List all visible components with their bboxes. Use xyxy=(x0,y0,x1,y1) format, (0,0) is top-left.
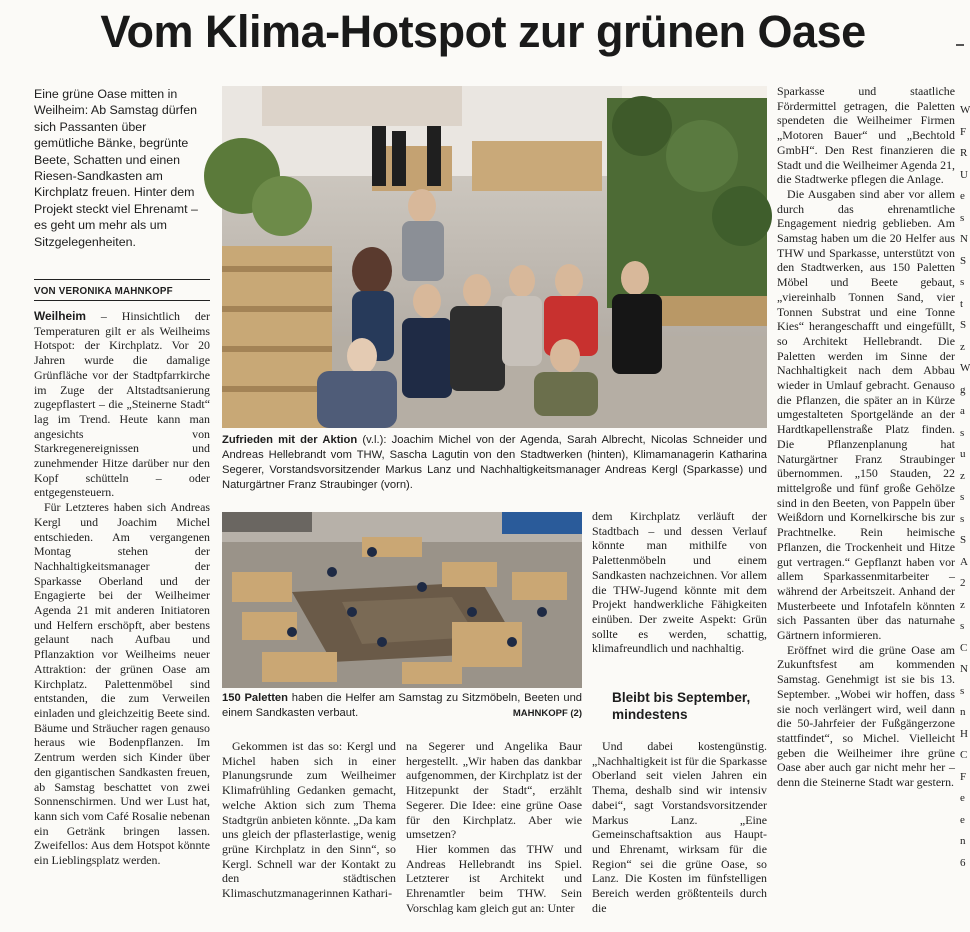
edge-letter: s xyxy=(960,684,965,697)
caption-aerial-photo xyxy=(222,691,582,721)
author-byline: VON VERONIKA MAHNKOPF xyxy=(34,286,173,297)
subheading: Bleibt bis September, mindestens xyxy=(612,690,751,722)
author-rule-bottom xyxy=(34,300,210,301)
adjacent-column-edge xyxy=(960,100,970,880)
edge-letter: U xyxy=(960,168,968,181)
edge-letter: n xyxy=(960,835,966,847)
edge-letter: N xyxy=(960,233,968,245)
edge-letter: z xyxy=(960,598,965,611)
edge-letter: e xyxy=(960,190,965,202)
edge-letter: A xyxy=(960,555,968,568)
col5-para1: Sparkasse und staatliche Fördermittel getragen, die Paletten spendeten die Weilheimer Firmen „Motoren Bauer“ und „Bechtold GmbH“. Den Rest finanzieren die Stadt und die Weilheimer Agenda 21, die Stadtwerke pflegen die Anlage. xyxy=(777,84,955,187)
edge-letter: s xyxy=(960,620,965,632)
edge-letter: g xyxy=(960,383,966,396)
edge-letter: u xyxy=(960,448,966,460)
col5-para2: Die Ausgaben sind aber vor allem durch das ehrenamtliche Engagement niedrig geblieben. Am Samstag haben um die 20 Helfer aus THW und Sparkasse, unterstützt von den Stadtwerken, aus 150 Paletten Möbel und Beete gebaut, „viereinhalb Tonnen Sand, vier Tonnen Substrat und eine Tonne Kies“ herangeschafft und eingefüllt, so Architekt Hellebrandt. Die Paletten werden im Sinne der Nachhaltigkeit nach dem Abbau wieder in Umlauf gebracht. Genauso die Pflanzen, die später an in Kürze umgestalteten Sportgelände an der Hardtkapellenstraße Platz finden. Die Pflanzenplanung hat Naturgärtner Franz Straubinger übernommen. „150 Stauden, 22 mittelgroße und fünf große Gehölze sind in den Beeten, von Pappeln über Weißdorn und Kornelkirsche bis zur Prachtnelke. Rein heimische Pflanzen, die Trockenheit und Hitze gut vertragen.“ Gepflanzt haben vor allem Sparkassenmitarbeiter – während der Arbeitszeit. Anhand der Musterbeete und Infotafeln könnten sich Passanten über das naturnahe Gärtnern informieren. xyxy=(777,186,955,643)
col4-para2: Und dabei kostengünstig. „Nachhaltigkeit ist für die Sparkasse Oberland seit vielen Jahren ein Thema, deshalb sind wir intensiv dabei“, sagt Vorstandsvorsitzender Markus Lanz. „Eine Gemeinschaftsaktion aus Haupt- und Ehrenamt, wirksam für die Region“ sei die grüne Oase, so Lanz. Die Kosten im fünfstelligen Bereich werden größtenteils durch die xyxy=(592,739,767,915)
column-3 xyxy=(406,739,582,915)
edge-letter: s xyxy=(960,211,965,224)
caption2-text: haben die Helfer am Samstag zu Sitzmöbeln, Beeten und einem Sandkasten verbaut. xyxy=(222,692,583,719)
col2-para: Gekommen ist das so: Kergl und Michel haben sich in einer Planungsrunde zum Weilheimer Klimafrühling Gedanken gemacht, welche Aktion sich zum Thema Stadtgrün anbieten könnte. „Da kam uns gleich der pflasterlastige, wenig grüne Kirchplatz in den Sinn“, so Kergl. Schnell war der Kontakt zu den städtischen Klimaschutzmanagerinnen Kathari- xyxy=(222,739,396,901)
column-2 xyxy=(222,739,396,901)
edge-letter: 2 xyxy=(960,577,966,589)
edge-letter: W xyxy=(960,104,970,116)
edge-letter: C xyxy=(960,641,968,654)
edge-letter: s xyxy=(960,276,965,288)
author-rule-top xyxy=(34,279,210,280)
edge-letter: R xyxy=(960,147,968,159)
headline: Vom Klima-Hotspot zur grünen Oase xyxy=(100,6,866,57)
dateline: Weilheim xyxy=(34,309,86,323)
edge-letter: e xyxy=(960,813,965,826)
teaser: Eine grüne Oase mitten in Weilheim: Ab Samstag dürfen sich Passanten über gemütliche Bänke, begrünte Beete, Schatten und einen Riesen-Sandkasten am Kirchplatz freuen. Hinter dem Projekt steckt viel Ehrenamt – es geht um mehr als um Sitzgelegenheiten. xyxy=(34,87,198,249)
caption1-bold: Zufrieden mit der Aktion xyxy=(222,434,358,446)
edge-letter: 6 xyxy=(960,856,966,869)
edge-letter: z xyxy=(960,469,965,482)
col3-para1: na Segerer und Angelika Baur hergestellt. „Wir haben das dankbar aufgenommen, der Kirchplatz ist der Hitzepunkt der Stadt“, erzählt Segerer. Die Idee: eine grüne Oase für den Kirchplatz. Aber wie umsetzen? xyxy=(406,739,582,842)
column-4 xyxy=(592,509,767,656)
edge-letter: W xyxy=(960,362,970,374)
edge-letter: e xyxy=(960,792,965,804)
column-4b xyxy=(592,739,767,915)
edge-letter: s xyxy=(960,426,965,439)
group-photo xyxy=(222,86,767,428)
edge-letter: z xyxy=(960,340,965,353)
col5-para3: Eröffnet wird die grüne Oase am Zukunftsfest am kommenden Samstag. Genehmigt ist sie bis 13. September. „Wobei wir hoffen, dass sie noch verlängert wird, weil dann die 50-Jahrfeier der Fußgängerzone stattfindet“, so Michel. Vielleicht geben die Weilheimer ihre grüne Oase aber auch gar nicht mehr her – denn die Steinerne Stadt war gestern. xyxy=(777,642,955,790)
aerial-photo xyxy=(222,512,582,688)
edge-letter: S xyxy=(960,254,967,267)
edge-letter: s xyxy=(960,491,965,503)
col1-para2: Für Letzteres haben sich Andreas Kergl und Joachim Michel entschieden. Am vergangenen Montag stehen der Nachhaltigkeitsmanager der Sparkasse Oberland und der Engagierte bei der Weilheimer Agenda 21 mit anderen Initiatoren und Helfern erschöpft, aber bestens gelaunt nach Aufbau und Pflanzaktion vor Weilheims neuer Attraktion: der grünen Oase am Kirchplatz. Palettenmöbel sind entstanden, die zum Verweilen einladen und gleichzeitig Beete sind. Bäume und Sträucher ragen genauso heraus wie Bodenpflanzen. Im Zentrum werden sich Kinder über den gigantischen Sandkasten freuen, ab Samstag beschattet von zwei Sonnenschirmen. Und wer Lust hat, kann sich vom Café Rosalie nebenan ein Getränk bringen lassen. Zweifellos: Aus dem Hotspot könnte ein Lieblingsplatz werden. xyxy=(34,500,210,868)
edge-letter: N xyxy=(960,663,968,675)
column-5 xyxy=(777,84,955,790)
edge-letter: S xyxy=(960,534,967,546)
col3-para2: Hier kommen das THW und Andreas Hellebrandt ins Spiel. Letzterer ist Architekt und Ehrenamtler beim THW. Sein Vorschlag kam gleich gut an: Unter xyxy=(406,841,582,915)
caption-group-photo xyxy=(222,433,767,493)
edge-letter: F xyxy=(960,770,967,783)
column-1 xyxy=(34,309,210,868)
edge-letter: n xyxy=(960,706,966,718)
edge-letter: s xyxy=(960,512,965,525)
edge-letter: H xyxy=(960,727,968,740)
edge-letter: S xyxy=(960,319,967,331)
col4-para1: dem Kirchplatz verläuft der Stadtbach – und dessen Verlauf könnte man mithilfe von Palettenmöbeln und einem Sandkasten nachzeichnen. Vor allem die THW-Jugend könnte mit dem Projekt handwerkliche Fähigkeiten einüben. Der zweite Aspekt: Grün sollte es werden, schattig, klimafreundlich und nachhaltig. xyxy=(592,509,767,656)
caption1-text: (v.l.): Joachim Michel von der Agenda, Sarah Albrecht, Nicolas Schneider und Andreas Hellebrandt vom THW, Sascha Lagutin von den Stadtwerken (hinten), Klimamanagerin Katharina Segerer, Vorstandsvorsitzender Markus Lanz und Nachhaltigkeitsmanager Andreas Kergl (Sparkasse) und Naturgärtner Franz Straubinger (vorn). xyxy=(222,434,767,491)
photo-credit: MAHNKOPF (2) xyxy=(512,708,582,719)
edge-letter: a xyxy=(960,405,965,417)
col1-para1: – Hinsichtlich der Temperaturen gilt er als Weilheims Hotspot: der Kirchplatz. Vor 20 Jahren wurde die damalige Grünfläche vor der Stadtpfarrkirche im Zuge der Altstadtsanierung zugepflastert – die „Steinerne Stadt“ lag im Trend. Heute kann man angesichts von Starkregenereignissen und zunehmender Hitze darüber nur den Kopf schütteln – oder entgegensteuern. xyxy=(34,309,210,500)
edge-letter: F xyxy=(960,125,967,138)
edge-letter: t xyxy=(960,297,964,310)
headline-edge-mark xyxy=(956,44,964,46)
edge-letter: C xyxy=(960,749,968,761)
caption2-bold: 150 Paletten xyxy=(222,692,288,704)
